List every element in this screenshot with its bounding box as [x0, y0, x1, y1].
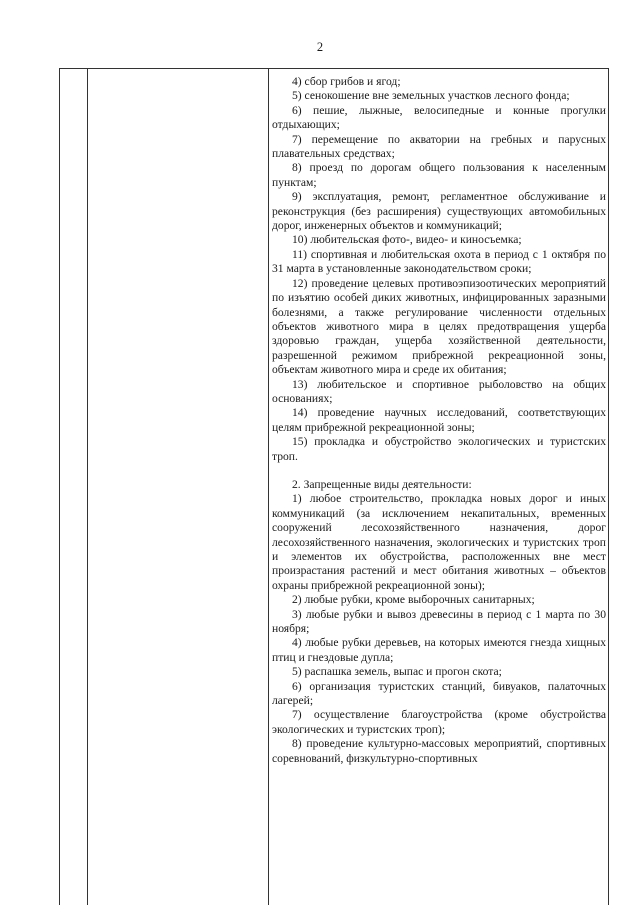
list-item: 4) любые рубки деревьев, на которых имеются гнезда хищных птиц и гнездовые дупла;	[272, 636, 606, 664]
column-divider	[87, 69, 88, 905]
list-item: 8) проведение культурно-массовых мероприятий, спортивных соревнований, физкультурно-спортивных	[272, 737, 606, 765]
list-item: 3) любые рубки и вывоз древесины в период с 1 марта по 30 ноября;	[272, 607, 606, 636]
list-item: 6) пешие, лыжные, велосипедные и конные прогулки отдыхающих;	[272, 103, 606, 132]
list-item: 11) спортивная и любительская охота в период с 1 октября по 31 марта в установленные законодательством сроки;	[272, 247, 606, 276]
list-item: 14) проведение научных исследований, соответствующих целям прибрежной рекреационной зоны;	[272, 406, 606, 434]
list-item: 13) любительское и спортивное рыболовство на общих основаниях;	[272, 377, 606, 405]
list-item: 8) проезд по дорогам общего пользования к населенным пунктам;	[272, 161, 606, 189]
column-divider	[268, 69, 269, 905]
page-number: 2	[316, 40, 324, 54]
list-item: 2) любые рубки, кроме выборочных санитарных;	[292, 593, 535, 607]
list-item: 1) любое строительство, прокладка новых дорог и иных коммуникаций (за исключением некапитальных, временных сооружений лесохозяйственного назначения, дорог лесохозяйственного назначения, экологических и туристских троп и элементов их обустройства, расположенных вне мест произрастания растений и мест обитания животных – объектов охраны прибрежной рекреационной зоны);	[272, 492, 606, 592]
permitted-activities-list	[272, 75, 606, 464]
regulations-table	[59, 68, 609, 905]
list-item: 15) прокладка и обустройство экологических и туристских троп.	[272, 435, 606, 463]
list-item: 4) сбор грибов и ягод;	[292, 75, 401, 88]
prohibited-heading: 2. Запрещенные виды деятельности:	[292, 477, 472, 491]
list-item: 9) эксплуатация, ремонт, регламентное обслуживание и реконструкция (без расширения) существующих автомобильных дорог, инженерных объектов и коммуникаций;	[272, 190, 606, 233]
list-item: 6) организация туристских станций, бивуаков, палаточных лагерей;	[272, 679, 606, 708]
activities-cell	[272, 75, 606, 766]
prohibited-activities-list	[272, 492, 606, 766]
list-item: 5) распашка земель, выпас и прогон скота;	[292, 665, 502, 679]
list-item: 12) проведение целевых противоэпизоотических мероприятий по изъятию особей диких животных, инфицированных заразными болезнями, а также регулирование численности отдельных объектов животного мира в целях предотвращения ущерба здоровью граждан, ущерба хозяйственной деятельности, разрешенной режимом прибрежной рекреационной зоны, объектам животного мира и среде их обитания;	[272, 276, 606, 377]
list-item: 5) сенокошение вне земельных участков лесного фонда;	[292, 89, 570, 103]
list-item: 7) перемещение по акватории на гребных и парусных плавательных средствах;	[272, 132, 606, 161]
list-item: 10) любительская фото-, видео- и киносъемка;	[292, 233, 522, 247]
list-item: 7) осуществление благоустройства (кроме обустройства экологических и туристских троп);	[272, 708, 606, 736]
